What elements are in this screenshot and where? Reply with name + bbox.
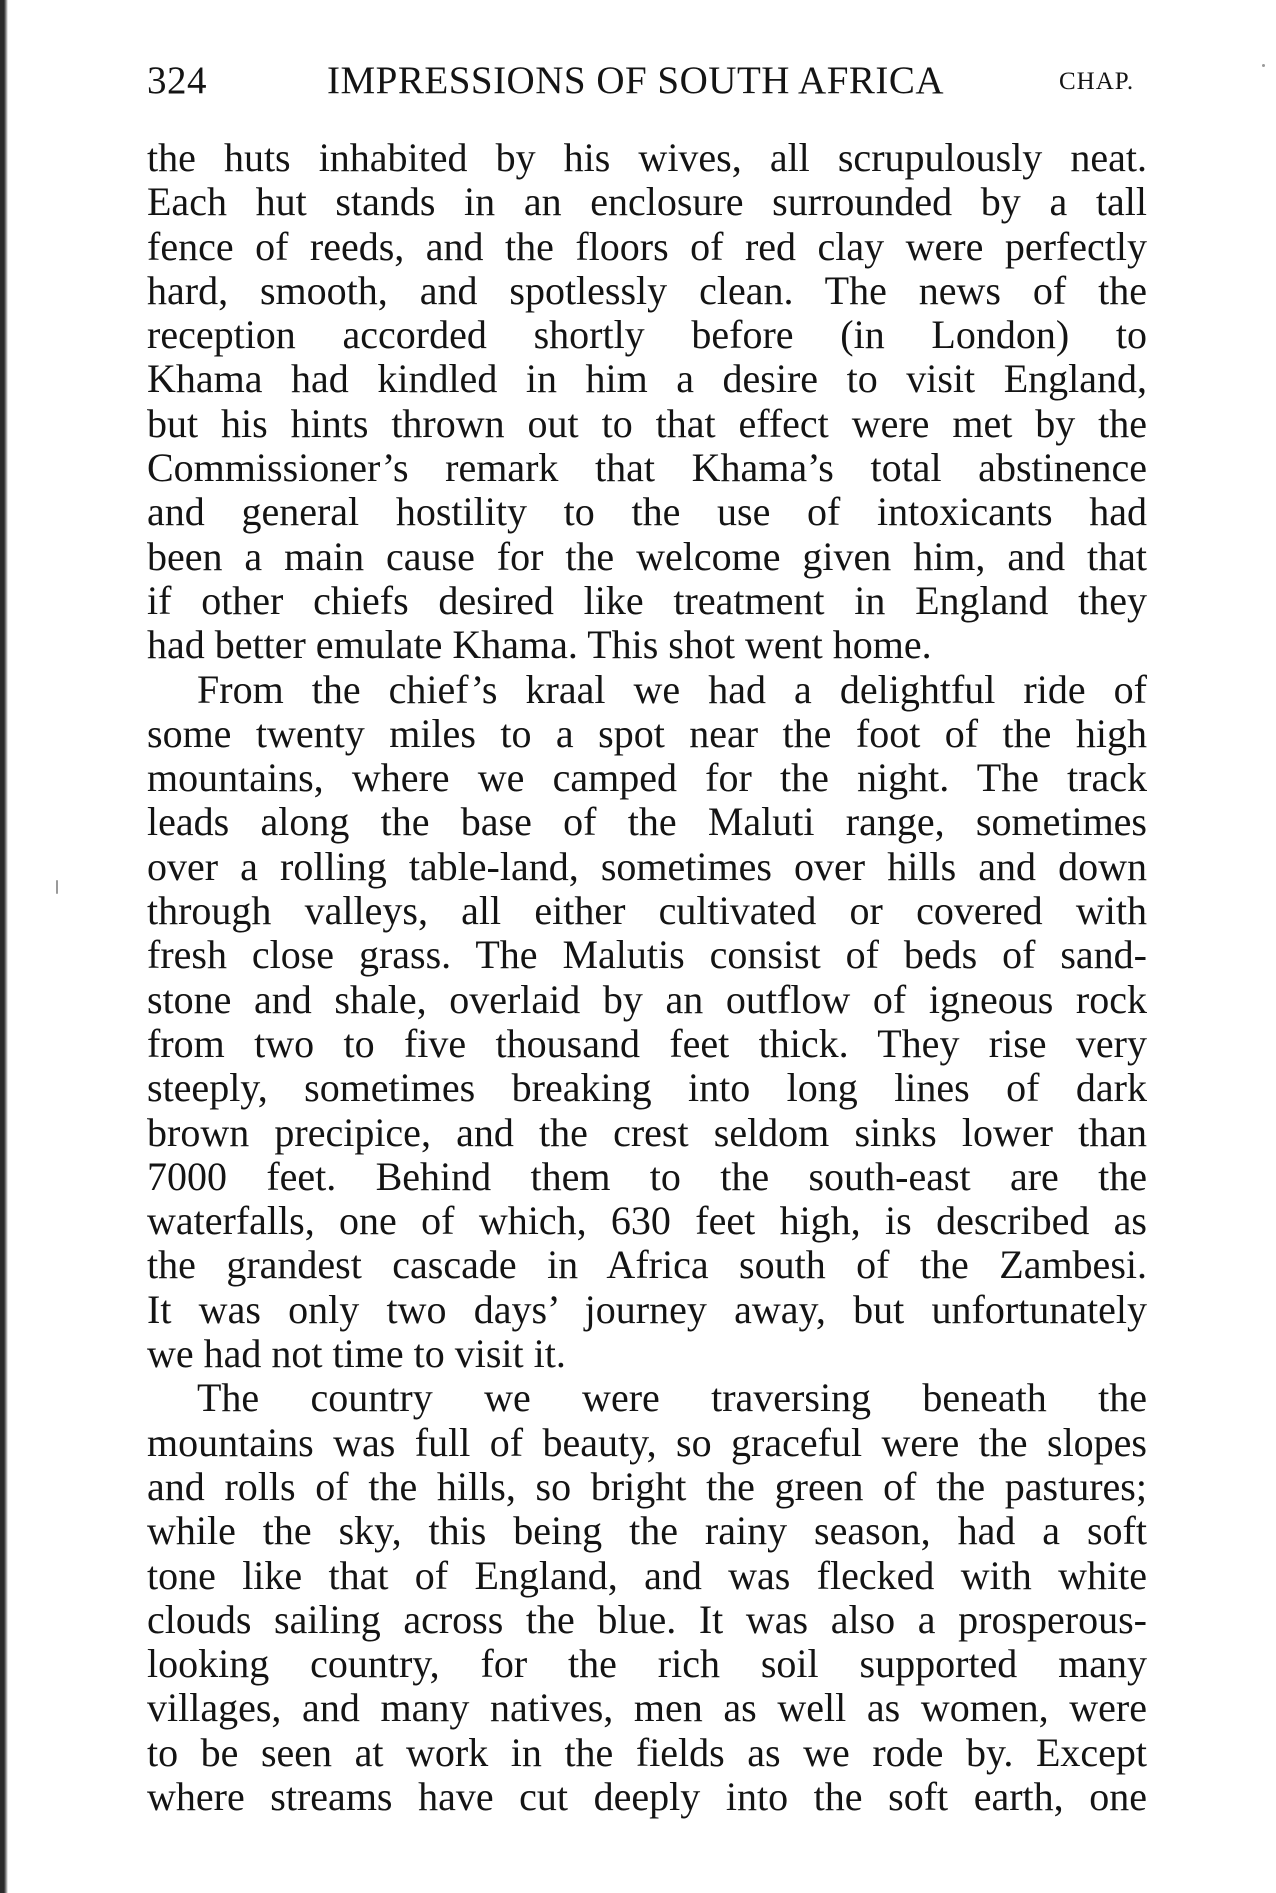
text-line: It was only two days’ journey away, but unfortunately [147,1286,1147,1332]
text-line: The country we were traversing beneath the [197,1375,1147,1421]
running-title: IMPRESSIONS OF SOUTH AFRICA [327,59,945,102]
text-line: but his hints thrown out to that effect were met by the [147,400,1147,446]
chapter-label: CHAP. [1059,68,1135,95]
page-spine-edge [0,0,8,1893]
paper-speck [56,880,58,894]
text-line: steeply, sometimes breaking into long lines of dark [147,1065,1147,1111]
text-line: some twenty miles to a spot near the foot of the high [147,710,1147,756]
page-number: 324 [147,59,207,102]
text-line: leads along the base of the Maluti range, sometimes [147,799,1147,845]
text-line: From the chief’s kraal we had a delightful ride of [197,666,1147,712]
text-line: mountains, where we camped for the night. The track [147,755,1147,801]
body-text [147,136,1147,1819]
text-line: 7000 feet. Behind them to the south-east are the [147,1153,1147,1199]
text-line: over a rolling table-land, sometimes over hills and down [147,843,1147,889]
text-line: while the sky, this being the rainy season, had a soft [147,1508,1147,1554]
text-line: to be seen at work in the fields as we rode by. Except [147,1729,1147,1775]
text-line: brown precipice, and the crest seldom sinks lower than [147,1109,1147,1155]
text-line: clouds sailing across the blue. It was also a prosperous- [147,1596,1147,1642]
text-line: from two to five thousand feet thick. They rise very [147,1020,1147,1066]
text-line: villages, and many natives, men as well as women, were [147,1685,1147,1731]
text-line: Khama had kindled in him a desire to visit England, [147,356,1147,402]
text-line: hard, smooth, and spotlessly clean. The news of the [147,267,1147,313]
text-line: had better emulate Khama. This shot went home. [147,622,932,668]
text-line: we had not time to visit it. [147,1331,566,1377]
text-line: Each hut stands in an enclosure surrounded by a tall [147,179,1147,225]
text-line: the huts inhabited by his wives, all scrupulously neat. [147,135,1147,180]
text-line: fence of reeds, and the floors of red clay were perfectly [147,223,1147,269]
text-line: looking country, for the rich soil supported many [147,1641,1147,1687]
paper-speck [1262,64,1265,67]
text-line: stone and shale, overlaid by an outflow of igneous rock [147,976,1147,1022]
text-line: been a main cause for the welcome given him, and that [147,533,1147,579]
text-line: where streams have cut deeply into the soft earth, one [147,1773,1147,1819]
text-line: reception accorded shortly before (in London) to [147,312,1147,358]
running-head [147,58,1147,108]
text-line: waterfalls, one of which, 630 feet high, is described as [147,1198,1147,1244]
text-line: through valleys, all either cultivated or covered with [147,888,1147,934]
text-line: the grandest cascade in Africa south of the Zambesi. [147,1242,1147,1288]
text-line: and rolls of the hills, so bright the green of the pastures; [147,1463,1147,1509]
text-line: mountains was full of beauty, so graceful were the slopes [147,1419,1147,1465]
text-line: if other chiefs desired like treatment in England they [147,577,1147,623]
text-line: fresh close grass. The Malutis consist of beds of sand- [147,932,1147,978]
text-line: tone like that of England, and was flecked with white [147,1552,1147,1598]
text-line: Commissioner’s remark that Khama’s total abstinence [147,445,1147,491]
text-line: and general hostility to the use of intoxicants had [147,489,1147,535]
